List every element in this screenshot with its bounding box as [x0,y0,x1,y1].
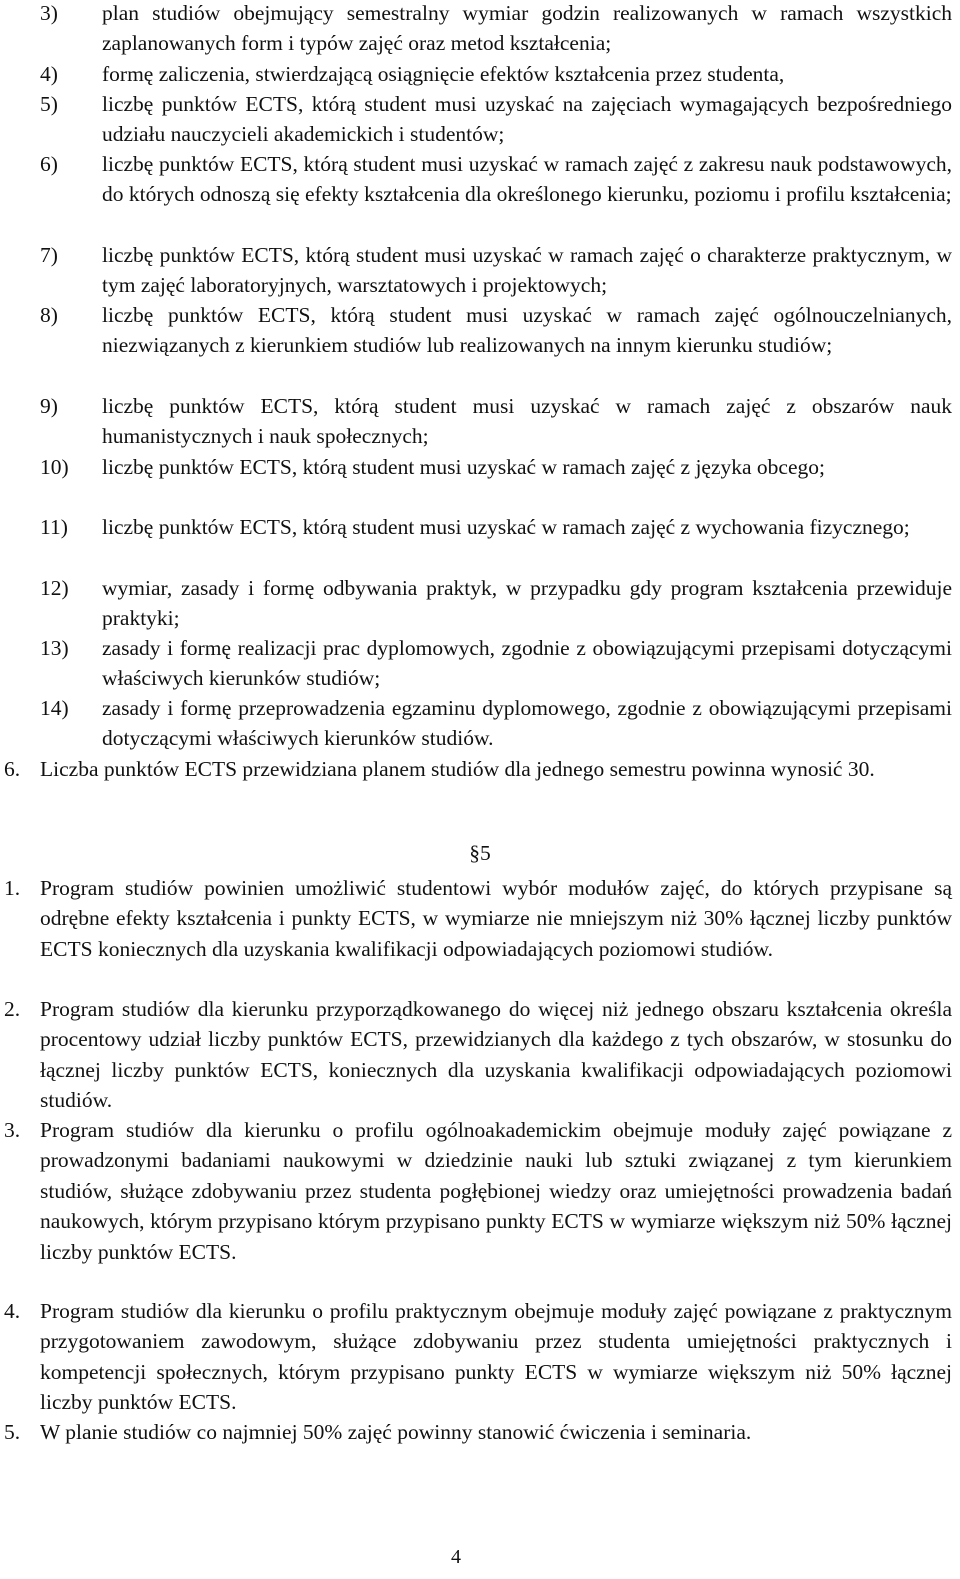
list-item [40,391,952,452]
list-item [4,754,952,784]
list-item-number: 11) [40,515,68,539]
list-item [40,59,952,89]
list-item-text: liczbę punktów ECTS, którą student musi uzyskać w ramach zajęć ogólnouczelnianych, niezwiązanych z kierunkiem studiów lub realizowanych na innym kierunku studiów; [102,303,952,358]
list-item-text: formę zaliczenia, stwierdzającą osiągnięcie efektów kształcenia przez studenta, [102,62,785,86]
list-item-number: 5. [4,1420,21,1444]
list-item-number: 5) [40,92,58,116]
list-item [4,1296,952,1418]
list-item-text: Program studiów powinien umożliwić studentowi wybór modułów zajęć, do których przypisane są odrębne efekty kształcenia i punkty ECTS, w wymiarze nie mniejszym niż 30% łącznej liczby punktów ECTS koniecznych dla uzyskania kwalifikacji odpowiadających poziomowi studiów. [40,876,952,961]
list-item-number: 10) [40,455,69,479]
list-item-number: 1. [4,876,21,900]
list-item-number: 4. [4,1299,21,1323]
list-item-number: 6) [40,152,58,176]
list-item-number: 4) [40,62,58,86]
list-item-number: 3) [40,1,58,25]
list-item-text: liczbę punktów ECTS, którą student musi uzyskać w ramach zajęć o charakterze praktycznym, w tym zajęć laboratoryjnych, warsztatowych i projektowych; [102,243,952,298]
list-item-number: 9) [40,394,58,418]
list-item [40,300,952,361]
list-item-text: Program studiów dla kierunku o profilu ogólnoakademickim obejmuje moduły zajęć powiązane z prowadzonymi badaniami naukowymi w dziedzinie nauki lub sztuki związanej z tym kierunkiem studiów, służące zdobywaniu przez studenta pogłębionej wiedzy oraz umiejętności prowadzenia badań naukowych, którym przypisano którym przypisano punkty ECTS w wymiarze większym niż 50% łącznej liczby punktów ECTS. [40,1118,952,1264]
list-item-number: 7) [40,243,58,267]
list-item-text: liczbę punktów ECTS, którą student musi uzyskać w ramach zajęć z języka obcego; [102,455,825,479]
list-item-text: wymiar, zasady i formę odbywania praktyk, w przypadku gdy program kształcenia przewiduje praktyki; [102,576,952,631]
list-item-number: 6. [4,757,21,781]
list-item [4,873,952,964]
list-item-text: liczbę punktów ECTS, którą student musi uzyskać w ramach zajęć z wychowania fizycznego; [102,515,910,539]
list-item-number: 3. [4,1118,21,1142]
list-item [40,693,952,754]
list-item [40,573,952,634]
list-item-number: 12) [40,576,69,600]
list-item [4,1115,952,1267]
list-item [40,512,952,542]
list-item-text: liczbę punktów ECTS, którą student musi uzyskać na zajęciach wymagających bezpośredniego udziału nauczycieli akademickich i studentów; [102,92,952,147]
list-item [40,452,952,482]
list-item [4,1417,952,1447]
list-item-text: Program studiów dla kierunku przyporządkowanego do więcej niż jednego obszaru kształcenia określa procentowy udział liczby punktów ECTS, przewidzianych dla każdego z tych obszarów, w stosunku do łącznej liczby punktów ECTS, koniecznych dla uzyskania kwalifikacji odpowiadających poziomowi studiów. [40,997,952,1113]
list-item-text: Liczba punktów ECTS przewidziana planem studiów dla jednego semestru powinna wynosić 30. [40,757,875,781]
list-item-text: plan studiów obejmujący semestralny wymiar godzin realizowanych w ramach wszystkich zaplanowanych form i typów zajęć oraz metod kształcenia; [102,1,952,56]
list-item-number: 8) [40,303,58,327]
list-item-text: zasady i formę przeprowadzenia egzaminu dyplomowego, zgodnie z obowiązującymi przepisami dotyczącymi właściwych kierunków studiów. [102,696,952,751]
list-item [40,0,952,59]
list-item-number: 13) [40,636,69,660]
list-item [40,240,952,301]
list-item-number: 14) [40,696,69,720]
list-item-text: zasady i formę realizacji prac dyplomowych, zgodnie z obowiązującymi przepisami dotyczącymi właściwych kierunków studiów; [102,636,952,691]
list-item-number: 2. [4,997,21,1021]
section-heading: §5 [469,841,491,865]
list-item-text: Program studiów dla kierunku o profilu praktycznym obejmuje moduły zajęć powiązane z praktycznym przygotowaniem zawodowym, służące zdobywaniu przez studenta umiejętności praktycznych i kompetencji społecznych, którym przypisano punkty ECTS w wymiarze większym niż 50% łącznej liczby punktów ECTS. [40,1299,952,1415]
list-item-text: liczbę punktów ECTS, którą student musi uzyskać w ramach zajęć z zakresu nauk podstawowych, do których odnoszą się efekty kształcenia dla określonego kierunku, poziomu i profilu kształcenia; [102,152,952,207]
list-item [40,89,952,150]
list-item-text: W planie studiów co najmniej 50% zajęć powinny stanowić ćwiczenia i seminaria. [40,1420,752,1444]
list-item [4,994,952,1116]
list-item [40,149,952,210]
page-number: 4 [451,1546,461,1568]
list-item-text: liczbę punktów ECTS, którą student musi uzyskać w ramach zajęć z obszarów nauk humanistycznych i nauk społecznych; [102,394,952,449]
list-item [40,633,952,694]
